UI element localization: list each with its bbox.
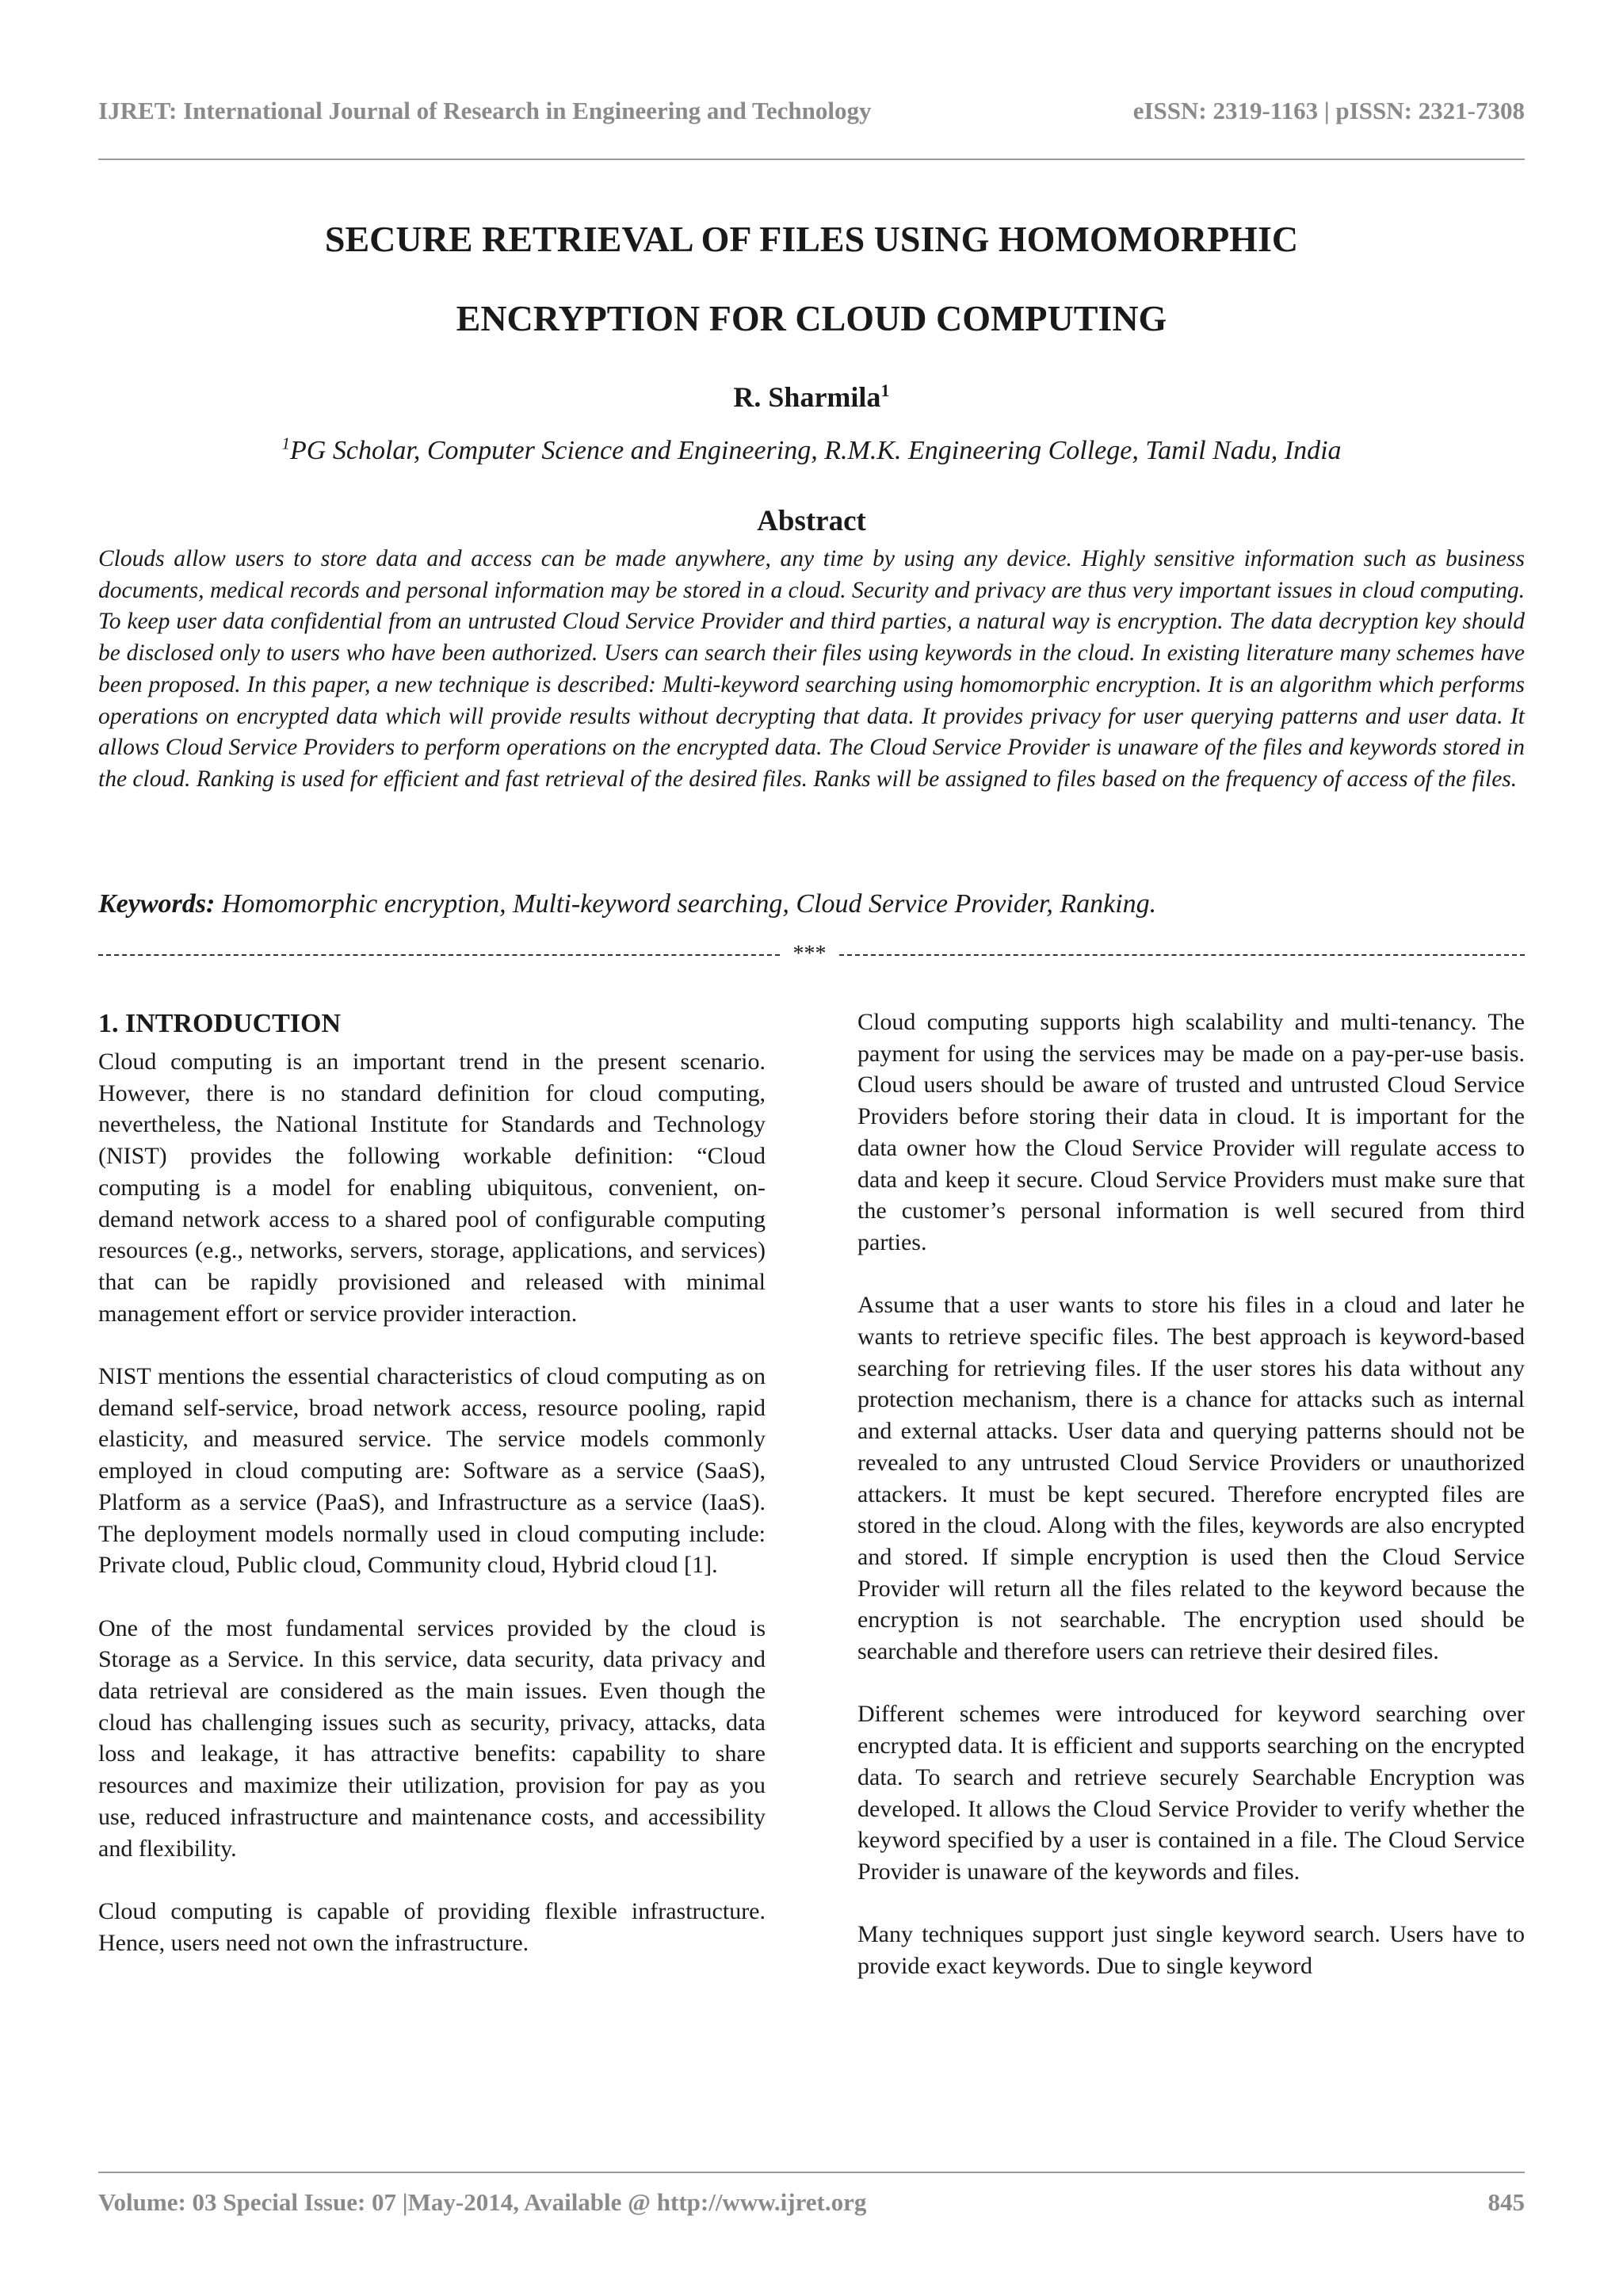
page-number: 845	[1487, 2188, 1525, 2216]
running-footer	[98, 2188, 1525, 2217]
author	[0, 380, 1623, 414]
keywords-text: Homomorphic encryption, Multi-keyword searching, Cloud Service Provider, Ranking.	[215, 889, 1157, 919]
header-rule	[98, 159, 1525, 160]
keywords	[98, 889, 1525, 919]
affiliation-sup: 1	[281, 434, 291, 453]
abstract-text: Clouds allow users to store data and access can be made anywhere, any time by using any device. Highly sensitive information such as business documents, medical records and personal information may be stored in a cloud. Security and privacy are thus very important issues in cloud computing. To keep user data confidential from an untrusted Cloud Service Provider and third parties, a natural way is encryption. The data decryption key should be disclosed only to users who have been authorized. Users can search their files using keywords in the cloud. In existing literature many schemes have been proposed. In this paper, a new technique is described: Multi-keyword searching using homomorphic encryption. It is an algorithm which performs operations on encrypted data which will provide results without decrypting that data. It provides privacy for user querying patterns and user data. It allows Cloud Service Providers to perform operations on the encrypted data. The Cloud Service Provider is unaware of the files and keywords stored in the cloud. Ranking is used for efficient and fast retrieval of the desired files. Ranks will be assigned to files based on the frequency of access of the files.	[98, 546, 1525, 792]
author-sup: 1	[880, 380, 890, 400]
paragraph: NIST mentions the essential characteristics of cloud computing as on demand self-service, broad network access, resource pooling, rapid elasticity, and measured service. The service models commonly employed in cloud computing are: Software as a service (SaaS), Platform as a service (PaaS), and Infrastructure as a service (IaaS). The deployment models normally used in cloud computing include: Private cloud, Public cloud, Community cloud, Hybrid cloud [1].	[98, 1363, 766, 1579]
separator-stars: ***	[792, 942, 827, 966]
journal-name: IJRET: International Journal of Research in Engineering and Technology	[98, 97, 872, 124]
author-name: R. Sharmila	[733, 381, 881, 413]
paragraph: Many techniques support just single keyword search. Users have to provide exact keywords. Due to single keyword	[857, 1921, 1525, 1980]
abstract-heading: Abstract	[757, 505, 866, 537]
affiliation	[98, 436, 1525, 466]
paper-title	[98, 200, 1525, 358]
keywords-label: Keywords:	[98, 889, 216, 919]
paragraph: Cloud computing is capable of providing flexible infrastructure. Hence, users need not own the infrastructure.	[98, 1897, 766, 1956]
title-line-1: SECURE RETRIEVAL OF FILES USING HOMOMORPHIC	[324, 219, 1299, 259]
section-heading: 1. INTRODUCTION	[98, 1009, 342, 1038]
affiliation-text: PG Scholar, Computer Science and Engineering, R.M.K. Engineering College, Tamil Nadu, India	[290, 436, 1342, 465]
footer-rule	[98, 2172, 1525, 2173]
paragraph: One of the most fundamental services provided by the cloud is Storage as a Service. In this service, data security, data privacy and data retrieval are considered as the main issues. Even though the cloud has challenging issues such as security, privacy, attacks, data loss and leakage, it has attractive benefits: capability to share resources and maximize their utilization, provision for pay as you use, reduced infrastructure and maintenance costs, and accessibility and flexibility.	[98, 1614, 766, 1862]
running-header	[98, 97, 1525, 125]
section-separator	[98, 938, 1525, 970]
paragraph: Cloud computing is an important trend in the present scenario. However, there is no standard definition for cloud computing, nevertheless, the National Institute for Standards and Technology (NIST) provides the following workable definition: “Cloud computing is a model for enabling ubiquitous, convenient, on-demand network access to a shared pool of configurable computing resources (e.g., networks, servers, storage, applications, and services) that can be rapidly provisioned and released with minimal management effort or service provider interaction.	[98, 1049, 766, 1327]
issn-info: eISSN: 2319-1163 | pISSN: 2321-7308	[1132, 97, 1525, 124]
separator-dash-right	[839, 954, 1525, 956]
title-line-2: ENCRYPTION FOR CLOUD COMPUTING	[456, 298, 1167, 338]
volume-info: Volume: 03 Special Issue: 07 |May-2014, Available @ http://www.ijret.org	[98, 2188, 867, 2216]
paragraph: Assume that a user wants to store his files in a cloud and later he wants to retrieve specific files. The best approach is keyword-based searching for retrieving files. If the user stores his data without any protection mechanism, there is a chance for attacks such as internal and external attacks. User data and querying patterns should not be revealed to any untrusted Cloud Service Providers or unauthorized attackers. It must be kept secured. Therefore encrypted files are stored in the cloud. Along with the files, keywords are also encrypted and stored. If simple encryption is used then the Cloud Service Provider will return all the files related to the keyword because the encryption is not searchable. The encryption used should be searchable and therefore users can retrieve their desired files.	[857, 1292, 1525, 1665]
paragraph: Different schemes were introduced for keyword searching over encrypted data. It is efficient and supports searching on the encrypted data. To search and retrieve securely Searchable Encryption was developed. It allows the Cloud Service Provider to verify whether the keyword specified by a user is contained in a file. The Cloud Service Provider is unaware of the keywords and files.	[857, 1701, 1525, 1885]
paragraph: Cloud computing supports high scalability and multi-tenancy. The payment for using the services may be made on a pay-per-use basis. Cloud users should be aware of trusted and untrusted Cloud Service Providers before storing their data in cloud. It is important for the data owner how the Cloud Service Provider will regulate access to data and keep it secure. Cloud Service Providers must make sure that the customer’s personal information is well secured from third parties.	[857, 1009, 1525, 1255]
right-column	[857, 1007, 1525, 1982]
left-column	[98, 1007, 766, 1958]
separator-dash-left	[98, 954, 780, 956]
